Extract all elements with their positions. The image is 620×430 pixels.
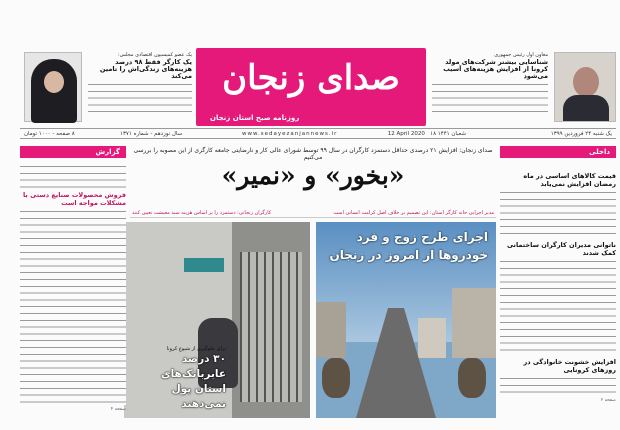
photo-street-traffic[interactable] [316,222,496,418]
issue-number: سال نوزدهم - شماره ۱۳۷۱ [120,131,183,137]
price: ۸ صفحه - ۱۰۰۰ تومان [24,131,75,137]
photo-tree [322,358,350,398]
main-caption-bar [130,208,496,218]
portrait-photo-left [24,52,82,122]
text-lines [500,259,616,355]
section-header-domestic: داخلی [500,146,616,158]
top-right-headline: شناسایی بیشتر شرکت‌های مولد کرونا از افزایش هزینه‌های آسیب می‌شود [443,58,548,80]
date-persian: یک شنبه ۲۴ فروردین ۱۳۹۹ [550,131,612,137]
side-right-headline-3[interactable]: افزایش خشونت خانوادگی در روزهای کرونایی [523,358,616,374]
date-gregorian [388,129,466,139]
section-header-report: گزارش [20,146,126,158]
side-column-left [20,164,126,414]
text-lines [20,209,126,405]
photo-atm[interactable] [124,222,310,418]
photo-right-headline: اجرای طرح زوج و فرد خودروها از امروز در زنجان [329,230,488,262]
side-right-headline-2[interactable]: ناتوانی مدیران کارگران ساختمانی کمک شدند [506,241,616,257]
page-reference: صفحه ۴ [110,407,126,412]
text-line [432,82,548,118]
photo-building [452,288,496,358]
top-left-headline: یک کارگر فقط ۹۸ درصد هزینه‌های زندگی‌اش را تامین می‌کند [99,58,192,80]
photo-building [418,318,446,358]
top-story-left[interactable] [88,52,192,118]
newspaper-logo: صدای زنجان [222,58,400,98]
top-left-kicker: یک عضو کمیسیون اقتصادی مجلس: [117,52,192,58]
text-lines [20,164,126,188]
photo-left-caption [130,346,226,412]
photo-sign [184,258,224,272]
top-right-kicker: معاون اول رئیس جمهوری [494,52,548,58]
photo-left-headline: ۳۰ درصد عابربانک‌های استان پول نمی‌دهند [160,353,226,410]
masthead [196,48,426,126]
side-right-headline-1[interactable]: قیمت کالاهای اساسی در ماه رمضان افزایش نمی‌یابد [523,172,616,188]
side-left-headline[interactable]: فروش محصولات صنایع دستی با مشکلات مواجه است [22,191,126,207]
newspaper-subtitle: روزنامه صبح استان زنجان [210,114,300,122]
caption-right: مدیر اجرایی خانه کارگر استان: این تصمیم بر خلاف اصل کرامت انسانی است [333,210,494,216]
portrait-face [573,67,599,97]
text-lines [88,82,192,118]
main-kicker: صدای زنجان: افزایش ۲۱ درصدی حداقل دستمزد کارگران در سال ۹۹ توسط شورای عالی کار و نارضایتی جامعه کارگری از این مصوبه را بررسی می‌کنیم [133,147,493,161]
date-hijri: ۱۸ شعبان ۱۴۴۱ [430,131,466,137]
photo-building [316,302,346,358]
main-headline[interactable]: «بخور» و «نمیر» [221,161,405,190]
top-story-right[interactable] [432,52,548,118]
caption-left: کارگران زنجانی: دستمزد را بر اساس هزینه سبد معیشت تعیین کنند [132,210,272,216]
page-reference: صفحه ۲ [600,398,616,403]
photo-left-kicker: برای جلوگیری از شیوع کرونا [166,346,226,352]
text-lines [500,376,616,396]
date-bar [20,128,616,139]
website-url[interactable]: www.sedayezanjannews.ir [242,131,338,137]
date-gregorian-en: 12 April 2020 [387,131,425,137]
side-column-right [500,164,616,405]
text-lines [500,190,616,238]
portrait-face [44,71,64,93]
portrait-photo-right [554,52,616,122]
photo-grille [240,252,302,402]
photo-tree [458,358,486,398]
portrait-suit [563,95,609,121]
